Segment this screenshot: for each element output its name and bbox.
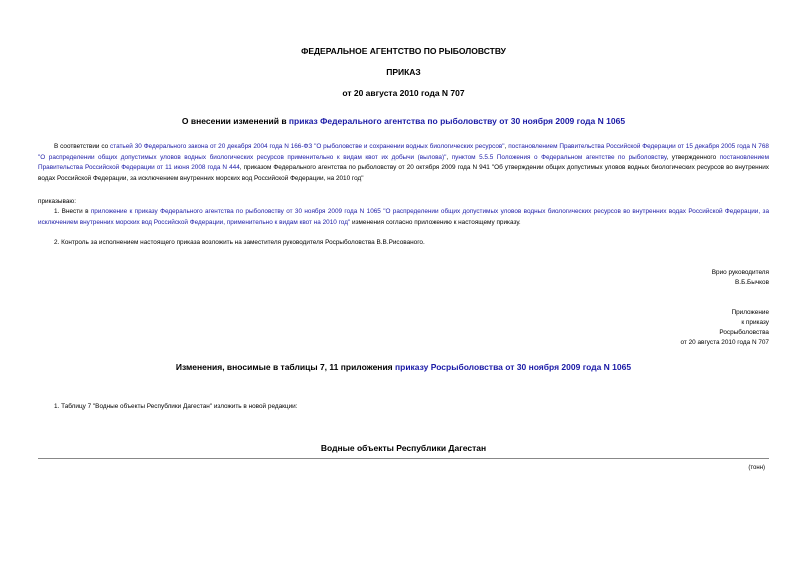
changes-title-prefix: Изменения, вносимые в таблицы 7, 11 приложения <box>175 362 395 372</box>
document-title <box>0 116 807 126</box>
preamble-text-2: , <box>504 143 509 150</box>
decree-768-link[interactable]: постановлением Правительства Российской Федерации от 15 декабря 2005 года N 768 "О распределении общих допустимых уловов водных биологических ресурсов применительно к видам квот их добычи (вылова)" <box>38 143 769 161</box>
changes-title-link[interactable]: приказу Росрыболовства от 30 ноября 2009 года N 1065 <box>395 362 632 372</box>
appendix-ref-line-3: Росрыболовства <box>719 329 769 336</box>
order-word: приказываю: <box>38 198 76 205</box>
preamble-paragraph <box>38 142 769 184</box>
regulation-5-5-5-link[interactable]: пунктом 5.5.5 Положения о Федеральном агентстве по рыболовству <box>451 153 667 161</box>
agency-heading: ФЕДЕРАЛЬНОЕ АГЕНТСТВО ПО РЫБОЛОВСТВУ <box>301 46 506 56</box>
changes-title <box>0 362 807 372</box>
item-1-paragraph <box>38 207 769 228</box>
item-1-text-1: 1. Внести в <box>54 208 91 215</box>
appendix-ref-line-2: к приказу <box>741 319 769 326</box>
doc-type-heading: ПРИКАЗ <box>386 67 421 77</box>
appendix-reference <box>681 308 770 348</box>
signature-role: Врио руководителя <box>711 269 769 276</box>
decree-444-link[interactable]: постановлением Правительства Российской Федерации от 11 июня 2008 года N 444 <box>38 153 769 171</box>
title-prefix: О внесении изменений в <box>181 116 289 126</box>
preamble-text-4: , утвержденного <box>666 153 720 161</box>
preamble-text-1: В соответствии со <box>54 143 111 150</box>
table7-instruction: 1. Таблицу 7 "Водные объекты Республики Дагестан" изложить в новой редакции: <box>54 403 298 410</box>
item-1-text-2: изменения согласно приложению к настоящему приказу. <box>350 218 521 226</box>
appendix-ref-line-1: Приложение <box>731 309 769 316</box>
table-divider <box>38 458 769 459</box>
preamble-text-5: , приказом Федерального агентства по рыболовству от 20 октября 2009 года N 941 "Об утверждении общих допустимых уловов водных биологических ресурсов во внутренних водах Российской Федерации, за исключением внутренних морских вод Российской Федерации, на 2010 год" <box>38 164 769 182</box>
signature-block <box>712 268 769 288</box>
appendix-ref-line-4: от 20 августа 2010 года N 707 <box>680 339 769 346</box>
law-166-link[interactable]: статьей 30 Федерального закона от 20 декабря 2004 года N 166-ФЗ "О рыболовстве и сохранении водных биологических ресурсов" <box>110 143 505 150</box>
table-title: Водные объекты Республики Дагестан <box>320 443 487 453</box>
table-units: (тонн) <box>748 465 765 471</box>
order-1065-appendix-link[interactable]: приложение к приказу Федерального агентства по рыболовству от 30 ноября 2009 года N 1065 "О распределении общих допустимых уловов водных биологических ресурсов во внутренних водах Российской Федерации, за исключением внутренних морских вод Российской Федерации, применительно к видам квот на 2010 год" <box>38 208 769 226</box>
signature-name: В.Б.Бычков <box>735 279 769 286</box>
title-link[interactable]: приказ Федерального агентства по рыболовству от 30 ноября 2009 года N 1065 <box>288 116 626 126</box>
doc-date-number: от 20 августа 2010 года N 707 <box>342 88 465 98</box>
preamble-text-3: , <box>446 153 452 161</box>
item-2-paragraph: 2. Контроль за исполнением настоящего приказа возложить на заместителя руководителя Росрыболовства В.В.Рисованого. <box>54 239 425 246</box>
